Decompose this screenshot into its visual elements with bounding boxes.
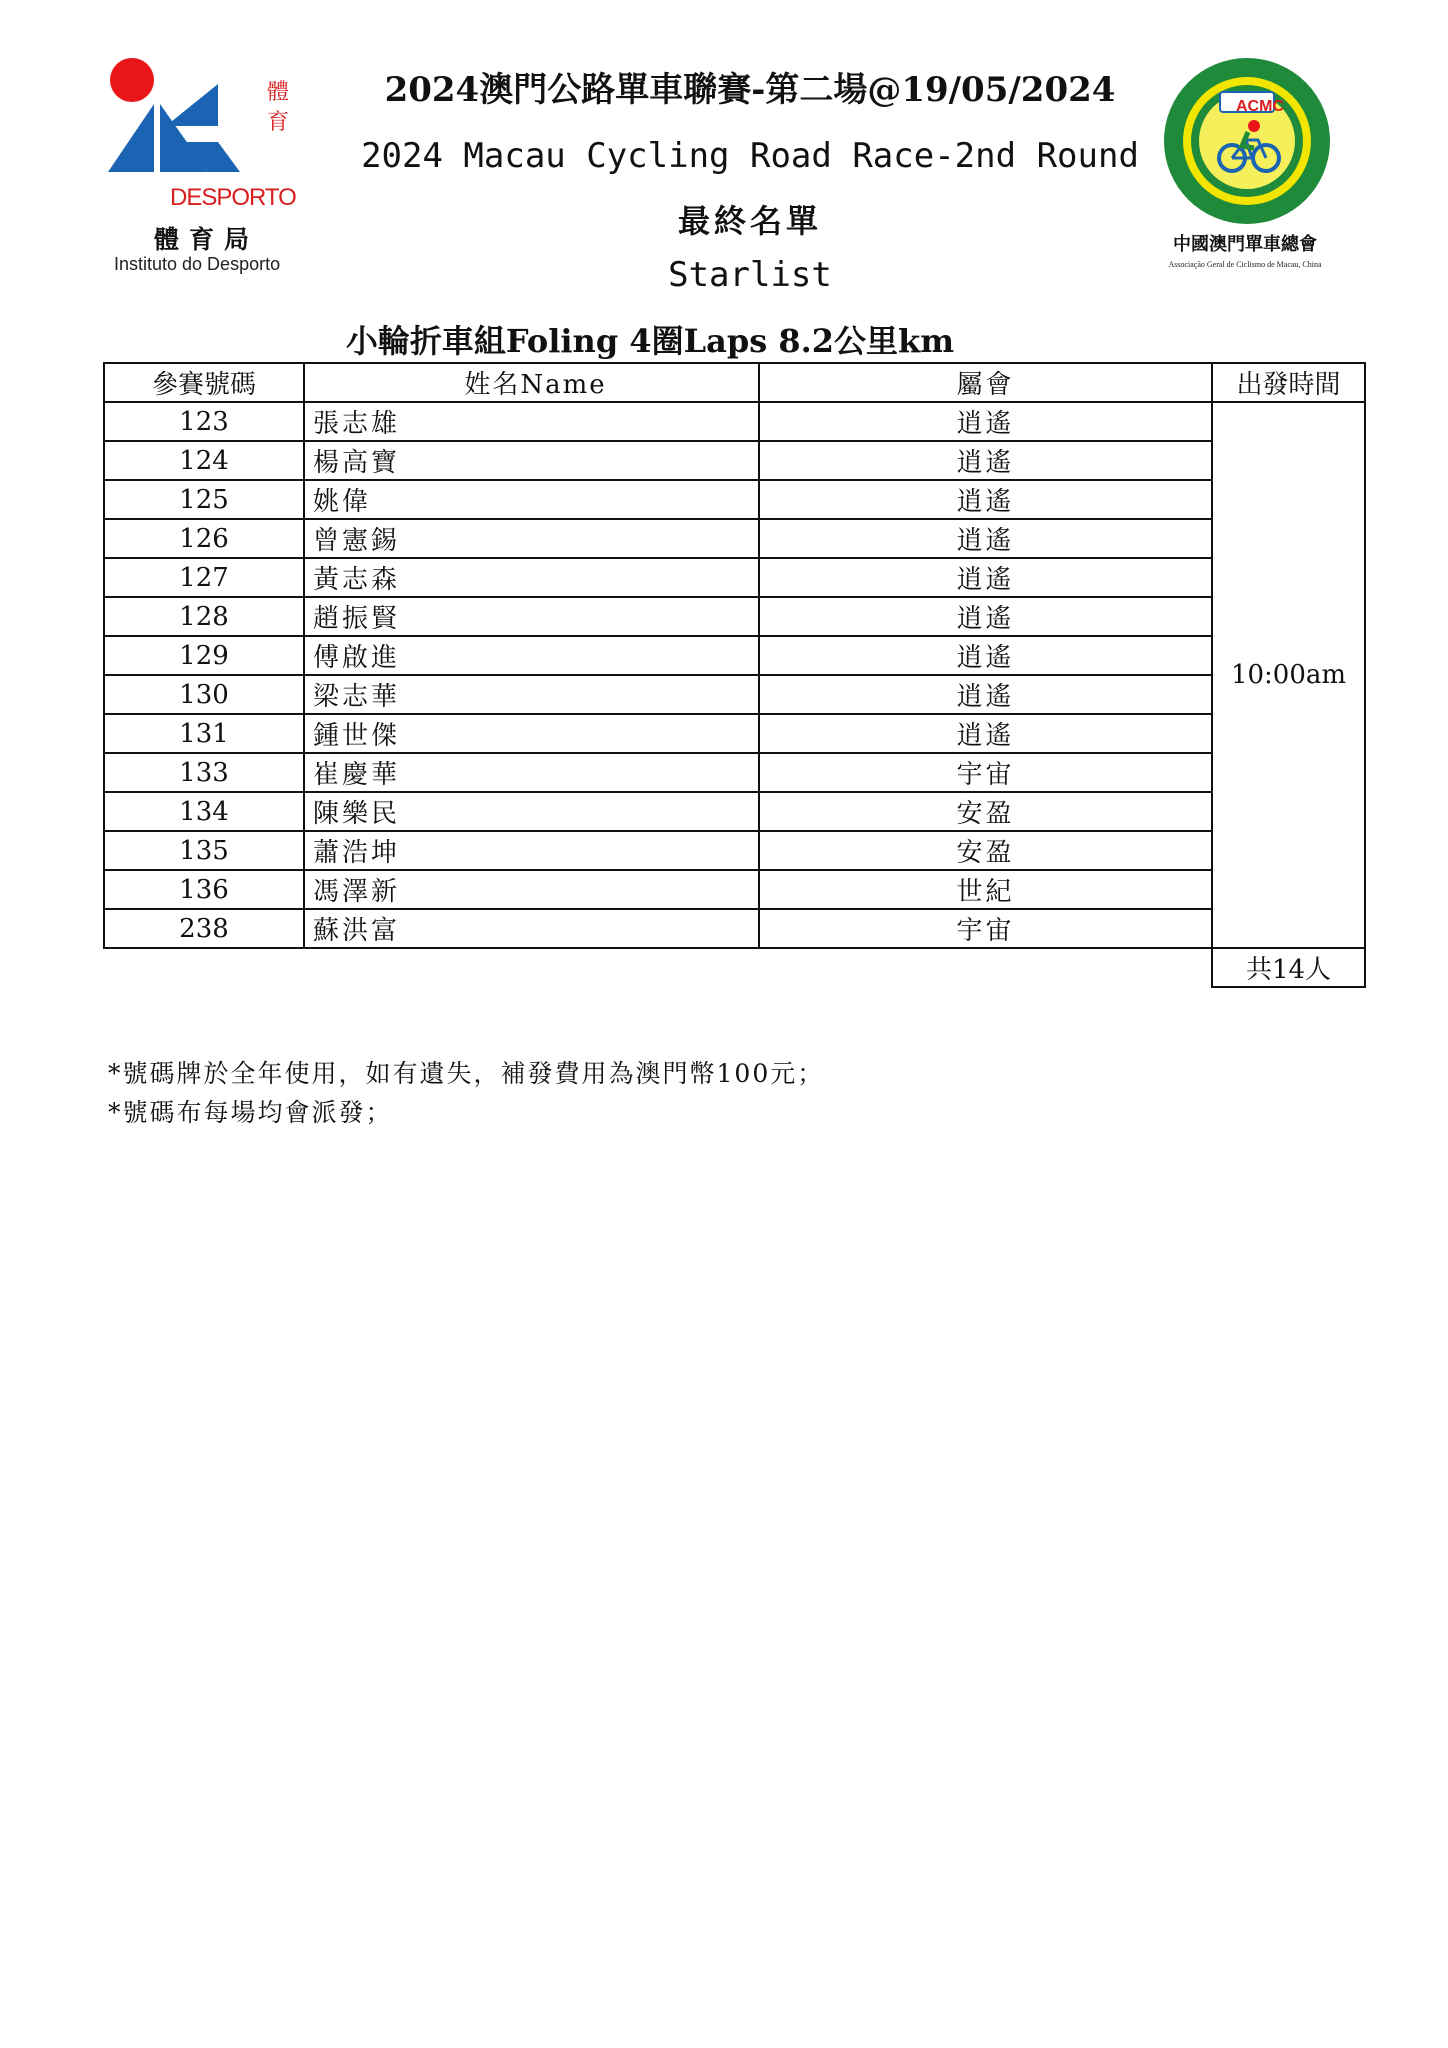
rider-number: 130	[104, 675, 304, 714]
rider-number: 129	[104, 636, 304, 675]
list-title-english: Starlist	[668, 255, 832, 295]
rider-club: 安盈	[759, 792, 1212, 831]
note-bib-replacement: *號碼牌於全年使用，如有遺失，補發費用為澳門幣100元；	[108, 1059, 825, 1088]
rider-club: 逍遙	[759, 714, 1212, 753]
table-row	[104, 870, 1365, 909]
rider-club: 逍遙	[759, 636, 1212, 675]
rider-club: 逍遙	[759, 597, 1212, 636]
table-row	[104, 636, 1365, 675]
title-english: 2024 Macau Cycling Road Race-2nd Round	[361, 136, 1139, 176]
table-row	[104, 402, 1365, 441]
table-row	[104, 675, 1365, 714]
header-start-time: 出發時間	[1212, 363, 1365, 402]
table-row	[104, 480, 1365, 519]
total-count: 共14人	[1212, 948, 1365, 987]
rider-name: 鍾世傑	[304, 714, 759, 753]
rider-club: 宇宙	[759, 909, 1212, 948]
blank-cell	[304, 948, 759, 987]
desporto-emblem-icon	[108, 54, 268, 189]
blank-cell	[104, 948, 304, 987]
note-bib-distribution: *號碼布每場均會派發；	[108, 1098, 393, 1127]
acmc-text: ACMC	[1236, 98, 1284, 115]
start-time-cell: 10:00am	[1212, 402, 1365, 948]
rider-name: 曾憲錫	[304, 519, 759, 558]
startlist-table	[103, 362, 1366, 988]
rider-club: 逍遙	[759, 558, 1212, 597]
rider-number: 127	[104, 558, 304, 597]
desporto-pt-name: Instituto do Desporto	[114, 254, 281, 274]
rider-number: 136	[104, 870, 304, 909]
header-name: 姓名Name	[304, 363, 759, 402]
desporto-logo	[108, 54, 308, 279]
rider-name: 黃志森	[304, 558, 759, 597]
rider-number: 238	[104, 909, 304, 948]
desporto-vertical-char-1: 體	[266, 80, 289, 105]
rider-number: 123	[104, 402, 304, 441]
header-club: 屬會	[759, 363, 1212, 402]
desporto-vertical-char-2: 育	[266, 110, 289, 135]
rider-number: 135	[104, 831, 304, 870]
rider-club: 逍遙	[759, 441, 1212, 480]
rider-name: 趙振賢	[304, 597, 759, 636]
rider-club: 逍遙	[759, 402, 1212, 441]
table-row	[104, 909, 1365, 948]
table-total-row	[104, 948, 1365, 987]
table-row	[104, 792, 1365, 831]
acmc-pt-name: Associação Geral de Ciclismo de Macau, China	[1168, 260, 1322, 269]
rider-name: 崔慶華	[304, 753, 759, 792]
table-row	[104, 558, 1365, 597]
desporto-cn-name: 體育局	[154, 225, 260, 254]
table-row	[104, 597, 1365, 636]
rider-name: 蘇洪富	[304, 909, 759, 948]
rider-number: 126	[104, 519, 304, 558]
table-row	[104, 441, 1365, 480]
rider-name: 梁志華	[304, 675, 759, 714]
header-number: 參賽號碼	[104, 363, 304, 402]
rider-club: 安盈	[759, 831, 1212, 870]
desporto-wordmark: DESPORTO	[170, 184, 296, 211]
rider-club: 逍遙	[759, 675, 1212, 714]
rider-number: 124	[104, 441, 304, 480]
rider-club: 逍遙	[759, 519, 1212, 558]
rider-number: 133	[104, 753, 304, 792]
rider-name: 楊高寶	[304, 441, 759, 480]
rider-club: 逍遙	[759, 480, 1212, 519]
rider-number: 125	[104, 480, 304, 519]
rider-name: 張志雄	[304, 402, 759, 441]
table-row	[104, 753, 1365, 792]
rider-name: 陳樂民	[304, 792, 759, 831]
table-row	[104, 714, 1365, 753]
rider-name: 馮澤新	[304, 870, 759, 909]
rider-name: 蕭浩坤	[304, 831, 759, 870]
title-chinese: 2024澳門公路單車聯賽-第二場@19/05/2024	[384, 70, 1116, 110]
rider-name: 傅啟進	[304, 636, 759, 675]
rider-number: 134	[104, 792, 304, 831]
rider-club: 宇宙	[759, 753, 1212, 792]
desporto-vertical-cn	[265, 78, 291, 138]
category-title: 小輪折車組Foling 4圈Laps 8.2公里km	[345, 322, 955, 360]
rider-number: 128	[104, 597, 304, 636]
rider-name: 姚偉	[304, 480, 759, 519]
table-row	[104, 831, 1365, 870]
table-row	[104, 519, 1365, 558]
blank-cell	[759, 948, 1212, 987]
list-title-chinese: 最終名單	[677, 202, 822, 240]
rider-number: 131	[104, 714, 304, 753]
acmc-cn-name: 中國澳門單車總會	[1173, 234, 1317, 255]
table-header-row	[104, 363, 1365, 402]
rider-club: 世紀	[759, 870, 1212, 909]
